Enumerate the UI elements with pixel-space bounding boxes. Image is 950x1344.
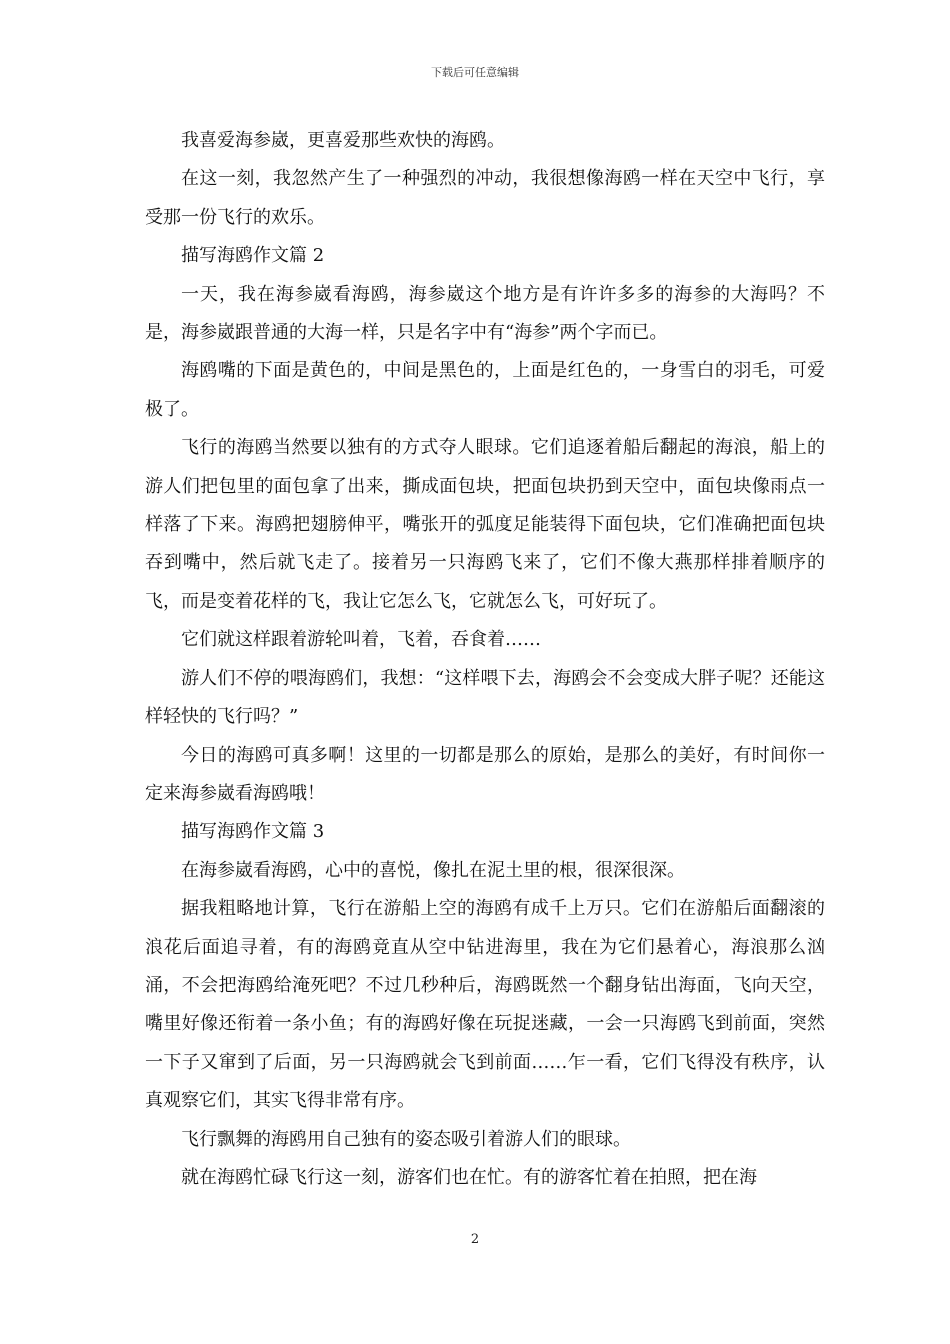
paragraph: 一天，我在海参崴看海鸥，海参崴这个地方是有许许多多的海参的大海吗？不是，海参崴跟普通的大海一样，只是名字中有“海参”两个字而已。 [145,283,825,344]
paragraph: 飞行的海鸥当然要以独有的方式夺人眼球。它们追逐着船后翻起的海浪，船上的游人们把包里的面包拿了出来，撕成面包块，把面包块扔到天空中，面包块像雨点一样落了下来。海鸥把翅膀伸平，嘴张开的弧度足能装得下面包块，它们准确把面包块吞到嘴中，然后就飞走了。接着另一只海鸥飞来了，它们不像大燕那样排着顺序的飞，而是变着花样的飞，我让它怎么飞，它就怎么飞，可好玩了。 [145,437,825,612]
paragraph: 今日的海鸥可真多啊！这里的一切都是那么的原始，是那么的美好，有时间你一定来海参崴看海鸥哦！ [145,744,825,804]
document-body [145,122,825,1197]
section-heading: 描写海鸥作文篇 2 [181,245,325,267]
section-heading: 描写海鸥作文篇 3 [181,821,325,843]
paragraph: 海鸥嘴的下面是黄色的，中间是黑色的，上面是红色的，一身雪白的羽毛，可爱极了。 [145,360,825,420]
paragraph: 飞行飘舞的海鸥用自己独有的姿态吸引着游人们的眼球。 [181,1128,631,1150]
page-number: 2 [470,1232,480,1247]
paragraph: 我喜爱海参崴，更喜爱那些欢快的海鸥。 [181,130,505,151]
paragraph: 就在海鸥忙碌飞行这一刻，游客们也在忙。有的游客忙着在拍照，把在海 [181,1166,757,1188]
page-header: 下载后可任意编辑 [431,66,519,79]
paragraph: 它们就这样跟着游轮叫着，飞着，吞食着…… [181,629,541,651]
paragraph: 游人们不停的喂海鸥们，我想：“这样喂下去，海鸥会不会变成大胖子呢？还能这样轻快的飞行吗？” [145,667,825,728]
paragraph: 在海参崴看海鸥，心中的喜悦，像扎在泥土里的根，很深很深。 [181,859,685,881]
paragraph: 据我粗略地计算，飞行在游船上空的海鸥有成千上万只。它们在游船后面翻滚的浪花后面追寻着，有的海鸥竟直从空中钻进海里，我在为它们悬着心，海浪那么汹涌，不会把海鸥给淹死吧？不过几秒种后，海鸥既然一个翻身钻出海面，飞向天空，嘴里好像还衔着一条小鱼；有的海鸥好像在玩捉迷藏，一会一只海鸥飞到前面，突然一下子又窜到了后面，另一只海鸥就会飞到前面……乍一看，它们飞得没有秩序，认真观察它们，其实飞得非常有序。 [145,898,825,1112]
paragraph: 在这一刻，我忽然产生了一种强烈的冲动，我很想像海鸥一样在天空中飞行，享受那一份飞行的欢乐。 [145,168,825,228]
